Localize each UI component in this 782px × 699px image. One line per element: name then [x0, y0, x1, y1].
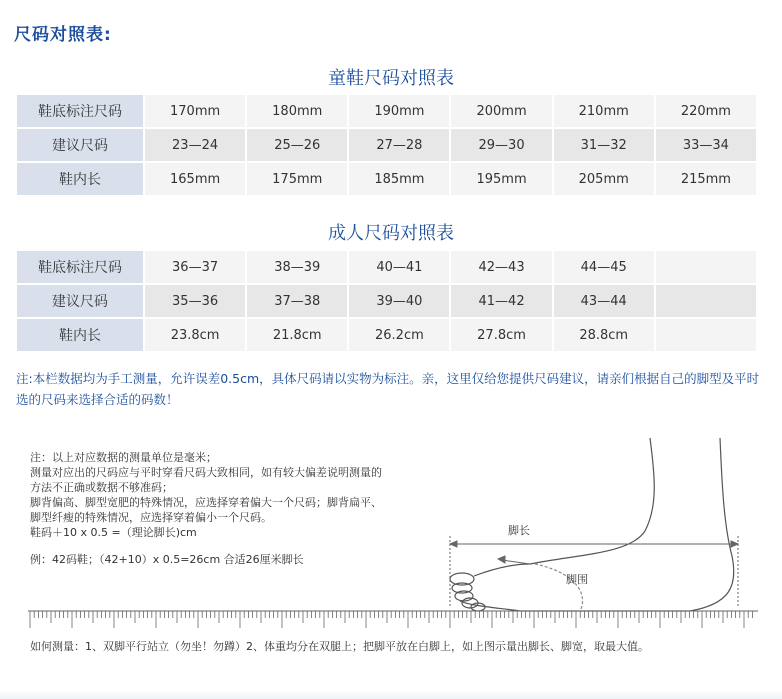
note-line: 方法不正确或数据不够准码；: [30, 481, 173, 494]
ruler-ticks: [30, 611, 752, 628]
note-line: 鞋码＋10 x 0.5 =（理论脚长)cm: [30, 526, 197, 539]
table-cell: 41—42: [451, 285, 551, 317]
table-cell: 40—41: [349, 251, 449, 283]
foot-length-label: 脚长: [508, 524, 530, 537]
row-label: 鞋底标注尺码: [17, 95, 143, 127]
row-label: 鞋内长: [17, 163, 143, 195]
example-line: 例：42码鞋；（42+10）x 0.5=26cm 合适26厘米脚长: [30, 553, 304, 566]
table-cell: 28.8cm: [554, 319, 654, 351]
foot-diagram: [440, 436, 770, 616]
table-cell: 23—24: [145, 129, 245, 161]
note-line: 注：以上对应数据的测量单位是毫米；: [30, 451, 217, 464]
note-line: 脚型纤瘦的特殊情况，应选择穿着偏小一个尺码。: [30, 511, 272, 524]
table-cell: 36—37: [145, 251, 245, 283]
table-cell: 190mm: [349, 95, 449, 127]
table-cell: 25—26: [247, 129, 347, 161]
foot-outline-icon: [450, 438, 734, 611]
table-cell: 39—40: [349, 285, 449, 317]
table-cell: 200mm: [451, 95, 551, 127]
table-cell: 210mm: [554, 95, 654, 127]
row-label: 鞋底标注尺码: [17, 251, 143, 283]
row-label: 建议尺码: [17, 285, 143, 317]
table-cell: 29—30: [451, 129, 551, 161]
bottom-divider: [0, 690, 782, 699]
note-line: 脚背偏高、脚型宽肥的特殊情况，应选择穿着偏大一个尺码；脚背扁平、: [30, 496, 382, 509]
size-note: 注:本栏数据均为手工测量，允许误差0.5cm，具体尺码请以实物为标注。亲，这里仅给您提供尺码建议，请亲们根据自己的脚型及平时选的尺码来选择合适的码数！: [16, 371, 760, 407]
table-row: [17, 251, 756, 283]
row-label: 鞋内长: [17, 319, 143, 351]
table-cell: 195mm: [451, 163, 551, 195]
length-arrow-icon: [450, 536, 738, 606]
table-cell: 33—34: [656, 129, 756, 161]
table-cell: 38—39: [247, 251, 347, 283]
ruler: [28, 610, 758, 632]
table-cell: 35—36: [145, 285, 245, 317]
table-cell: 26.2cm: [349, 319, 449, 351]
measurement-notes: [30, 450, 450, 567]
table-cell: 180mm: [247, 95, 347, 127]
table-cell: 215mm: [656, 163, 756, 195]
note-line: 测量对应出的尺码应与平时穿看尺码大致相同，如有较大偏差说明测量的: [30, 466, 382, 479]
page-title: 尺码对照表:: [14, 25, 112, 45]
table-row: [17, 129, 756, 161]
table-cell: 27.8cm: [451, 319, 551, 351]
adult-size-table: [15, 249, 758, 353]
table-row: [17, 95, 756, 127]
table-cell: 175mm: [247, 163, 347, 195]
table-cell: 44—45: [554, 251, 654, 283]
table-cell: 42—43: [451, 251, 551, 283]
table-cell: 21.8cm: [247, 319, 347, 351]
table-cell: 23.8cm: [145, 319, 245, 351]
table-cell: 37—38: [247, 285, 347, 317]
table-cell: 43—44: [554, 285, 654, 317]
table-cell: 31—32: [554, 129, 654, 161]
table-cell: 220mm: [656, 95, 756, 127]
table-cell: 27—28: [349, 129, 449, 161]
table-cell: 170mm: [145, 95, 245, 127]
table-cell: 205mm: [554, 163, 654, 195]
adult-table-title: 成人尺码对照表: [328, 223, 454, 244]
table-row: [17, 163, 756, 195]
row-label: 建议尺码: [17, 129, 143, 161]
table-row: [17, 285, 756, 317]
foot-girth-label: 脚围: [566, 573, 588, 586]
table-cell: [656, 319, 756, 351]
kids-size-table: [15, 93, 758, 197]
table-cell: [656, 251, 756, 283]
kids-table-title: 童鞋尺码对照表: [328, 68, 454, 89]
table-cell: 165mm: [145, 163, 245, 195]
table-row: [17, 319, 756, 351]
how-to-measure: 如何测量：1、双脚平行站立（勿坐！勿蹲）2、体重均分在双腿上；把脚平放在白脚上，如上图示量出脚长、脚宽，取最大值。: [30, 640, 649, 653]
table-cell: 185mm: [349, 163, 449, 195]
table-cell: [656, 285, 756, 317]
